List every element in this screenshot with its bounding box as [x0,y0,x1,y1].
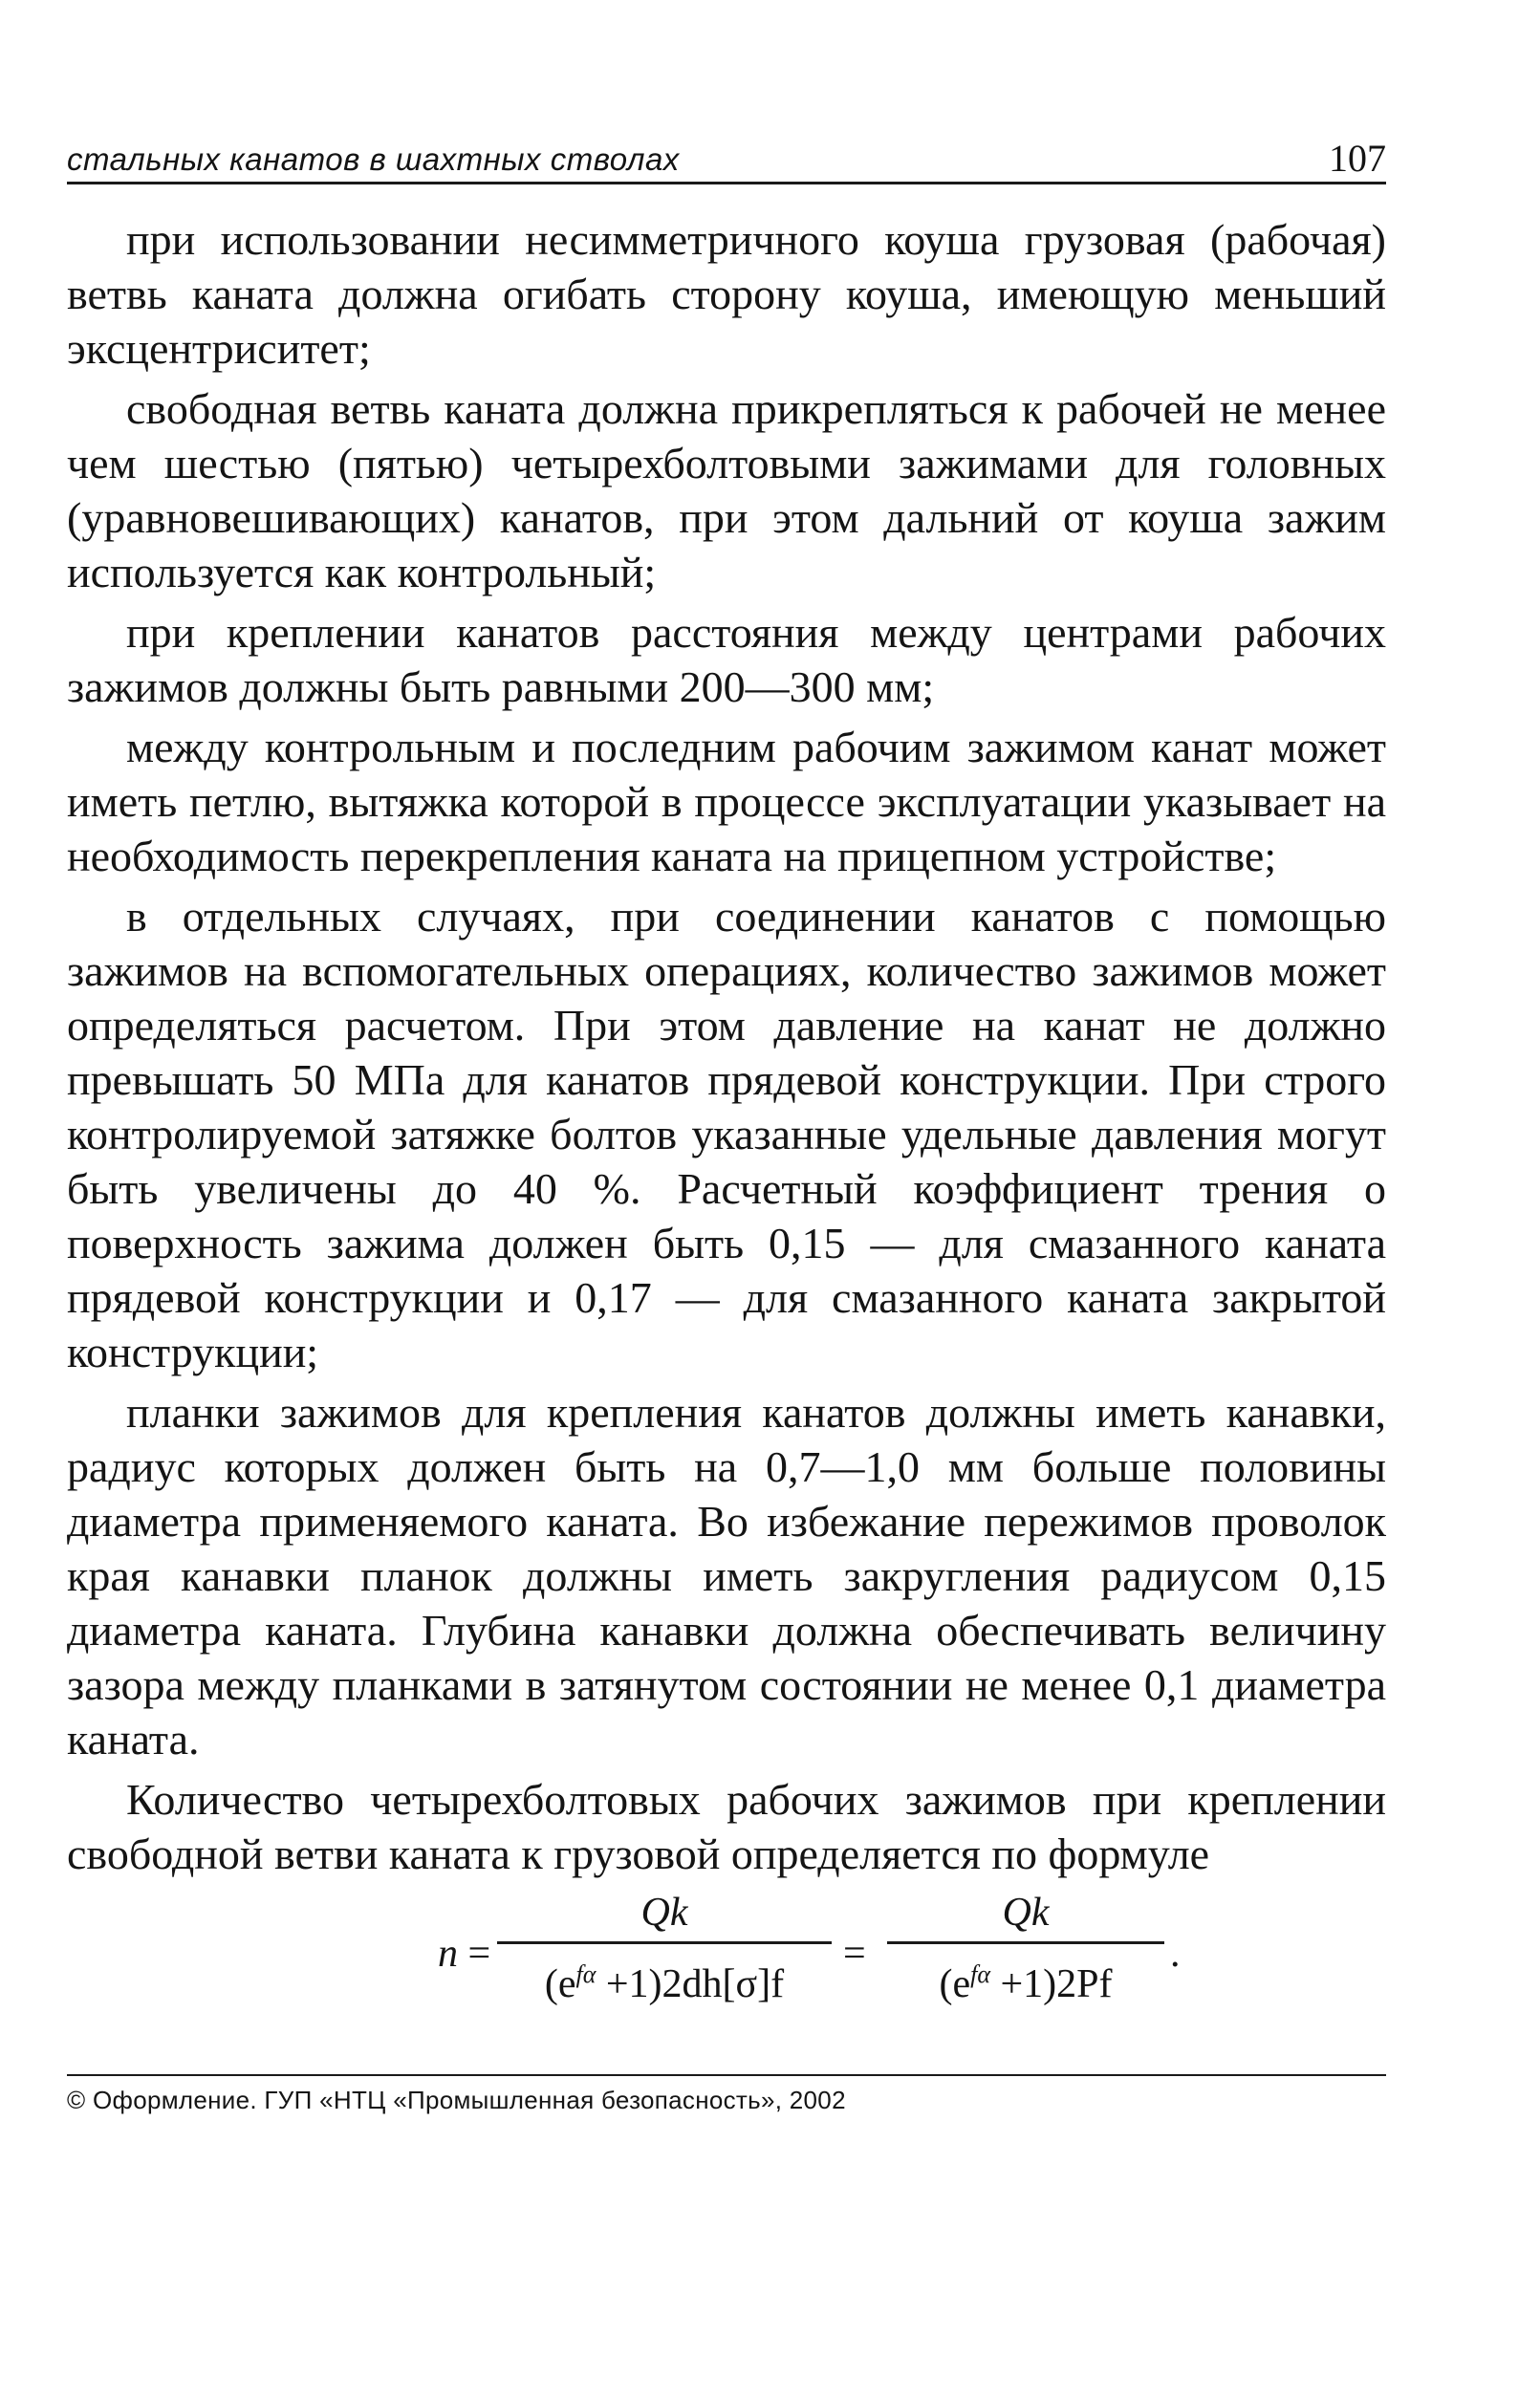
page-footer [67,2074,1386,2115]
fraction-numerator: Qk [1002,1891,1050,1935]
paragraph: при использовании несимметричного коуша грузовая (рабочая) ветвь каната должна огибать сторону коуша, имеющую меньший эксцентриситет; [67,215,1386,373]
formula-equals: = [843,1932,866,1976]
paragraph: при креплении канатов расстояния между центрами рабочих зажимов должны быть равными 200—300 мм; [67,608,1386,711]
page-number: 107 [1329,137,1386,180]
formula-end: . [1170,1932,1181,1976]
running-head [67,132,1386,184]
formula-fraction-2 [887,1888,1164,2011]
paragraph: свободная ветвь каната должна прикрепляться к рабочей не менее чем шестью (пятью) четырехболтовыми зажимами для головных (уравновешивающих) канатов, при этом дальний от коуша зажим используется как контрольный; [67,384,1386,596]
fraction-numerator: Qk [640,1891,688,1935]
paragraph: между контрольным и последним рабочим зажимом канат может иметь петлю, вытяжка которой в процессе эксплуатации указывает на необходимость перекрепления каната на прицепном устройстве; [67,723,1386,880]
book-page [67,0,1386,2381]
fraction-bar [887,1941,1164,1944]
fraction-denominator: $(e^{f\alpha} +1)2Pf$ [939,1960,1113,2006]
formula-lhs: n = [438,1932,491,1976]
fraction-denominator: $(e^{f\alpha} +1)2dh[\sigma]f$ [544,1960,785,2006]
fraction-bar [497,1941,832,1944]
formula-fraction-1 [497,1888,832,2011]
running-title: стальных канатов в шахтных стволах [67,141,680,177]
paragraph: в отдельных случаях, при соединении канатов с помощью зажимов на вспомогательных операциях, количество зажимов может определяться расчетом. При этом давление на канат не должно превышать 50 МПа для канатов прядевой конструкции. При строго контролируемой затяжке болтов указанные удельные давления могут быть увеличены до 40 %. Расчетный коэффициент трения о поверхность зажима должен быть 0,15 — для смазанного каната прядевой конструкции и 0,17 — для смазанного каната закрытой конструкции; [67,892,1386,1376]
paragraph: планки зажимов для крепления канатов должны иметь канавки, радиус которых должен быть на 0,7—1,0 мм больше половины диаметра применяемого каната. Во избежание пережимов проволок края канавки планок должны иметь закругления радиусом 0,15 диаметра каната. Глубина канавки должна обеспечивать величину зазора между планками в затянутом состоянии не менее 0,1 диаметра каната. [67,1388,1386,1764]
paragraph: Количество четырехболтовых рабочих зажимов при креплении свободной ветви каната к грузовой определяется по формуле [67,1775,1386,1878]
body-text [67,212,1386,1887]
copyright-note: © Оформление. ГУП «НТЦ «Промышленная безопасность», 2002 [67,2086,846,2114]
clamp-count-formula [438,1888,1183,2031]
